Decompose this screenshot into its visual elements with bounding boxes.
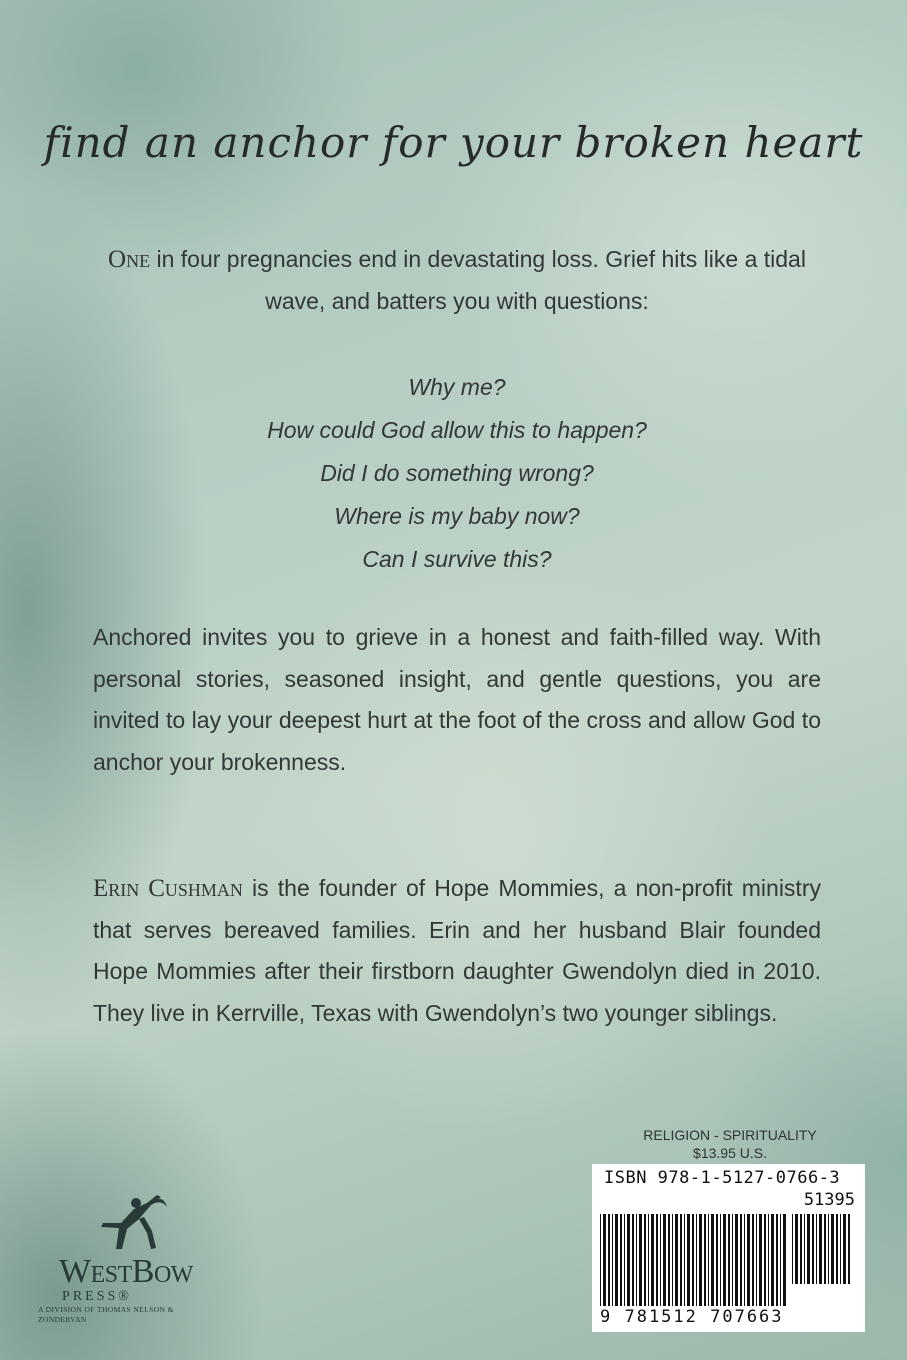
ean-barcode-bars: [600, 1214, 786, 1306]
tagline: find an anchor for your broken heart: [43, 118, 864, 167]
intro-lead-word: One: [108, 246, 151, 273]
isbn-label: ISBN 978-1-5127-0766-3: [604, 1168, 841, 1188]
publisher-press: PRESS®: [62, 1289, 132, 1304]
price-code: 51395: [803, 1190, 855, 1210]
intro-paragraph: [93, 239, 821, 322]
author-name: Erin Cushman: [93, 875, 243, 902]
description-paragraph: Anchored invites you to grieve in a honest and faith-filled way. With personal stories, seasoned insight, and gentle questions, you are invited to lay your deepest hurt at the foot of the cross and allow God to anchor your brokenness.: [93, 624, 821, 775]
question-item: Why me?: [408, 374, 506, 400]
author-bio: [93, 868, 821, 1034]
intro-text: in four pregnancies end in devastating loss. Grief hits like a tidal wave, and batters you with questions:: [150, 246, 806, 314]
question-item: Where is my baby now?: [334, 503, 580, 529]
publisher-logo: [36, 1193, 216, 1325]
question-item: Can I survive this?: [362, 546, 552, 572]
ean-digits: 9 781512 707663: [600, 1307, 784, 1327]
publisher-division: A DIVISION OF THOMAS NELSON & ZONDERVAN: [38, 1305, 174, 1324]
figure-icon: [81, 1193, 171, 1253]
price-barcode-bars: [792, 1214, 854, 1284]
question-item: How could God allow this to happen?: [267, 417, 647, 443]
price-label: $13.95 U.S.: [693, 1145, 767, 1161]
author-bio-text: is the founder of Hope Mommies, a non-profit ministry that serves bereaved families. Erin and her husband Blair founded Hope Mommies after their firstborn daughter Gwendolyn died in 2010. They live in Kerrville, Texas with Gwendolyn’s two younger siblings.: [93, 875, 821, 1026]
category-label: RELIGION - SPIRITUALITY: [643, 1127, 817, 1143]
question-item: Did I do something wrong?: [320, 460, 594, 486]
category-price: [600, 1126, 860, 1162]
barcode: [592, 1164, 865, 1332]
publisher-name: WestBow: [59, 1253, 193, 1290]
question-list: [93, 366, 821, 581]
